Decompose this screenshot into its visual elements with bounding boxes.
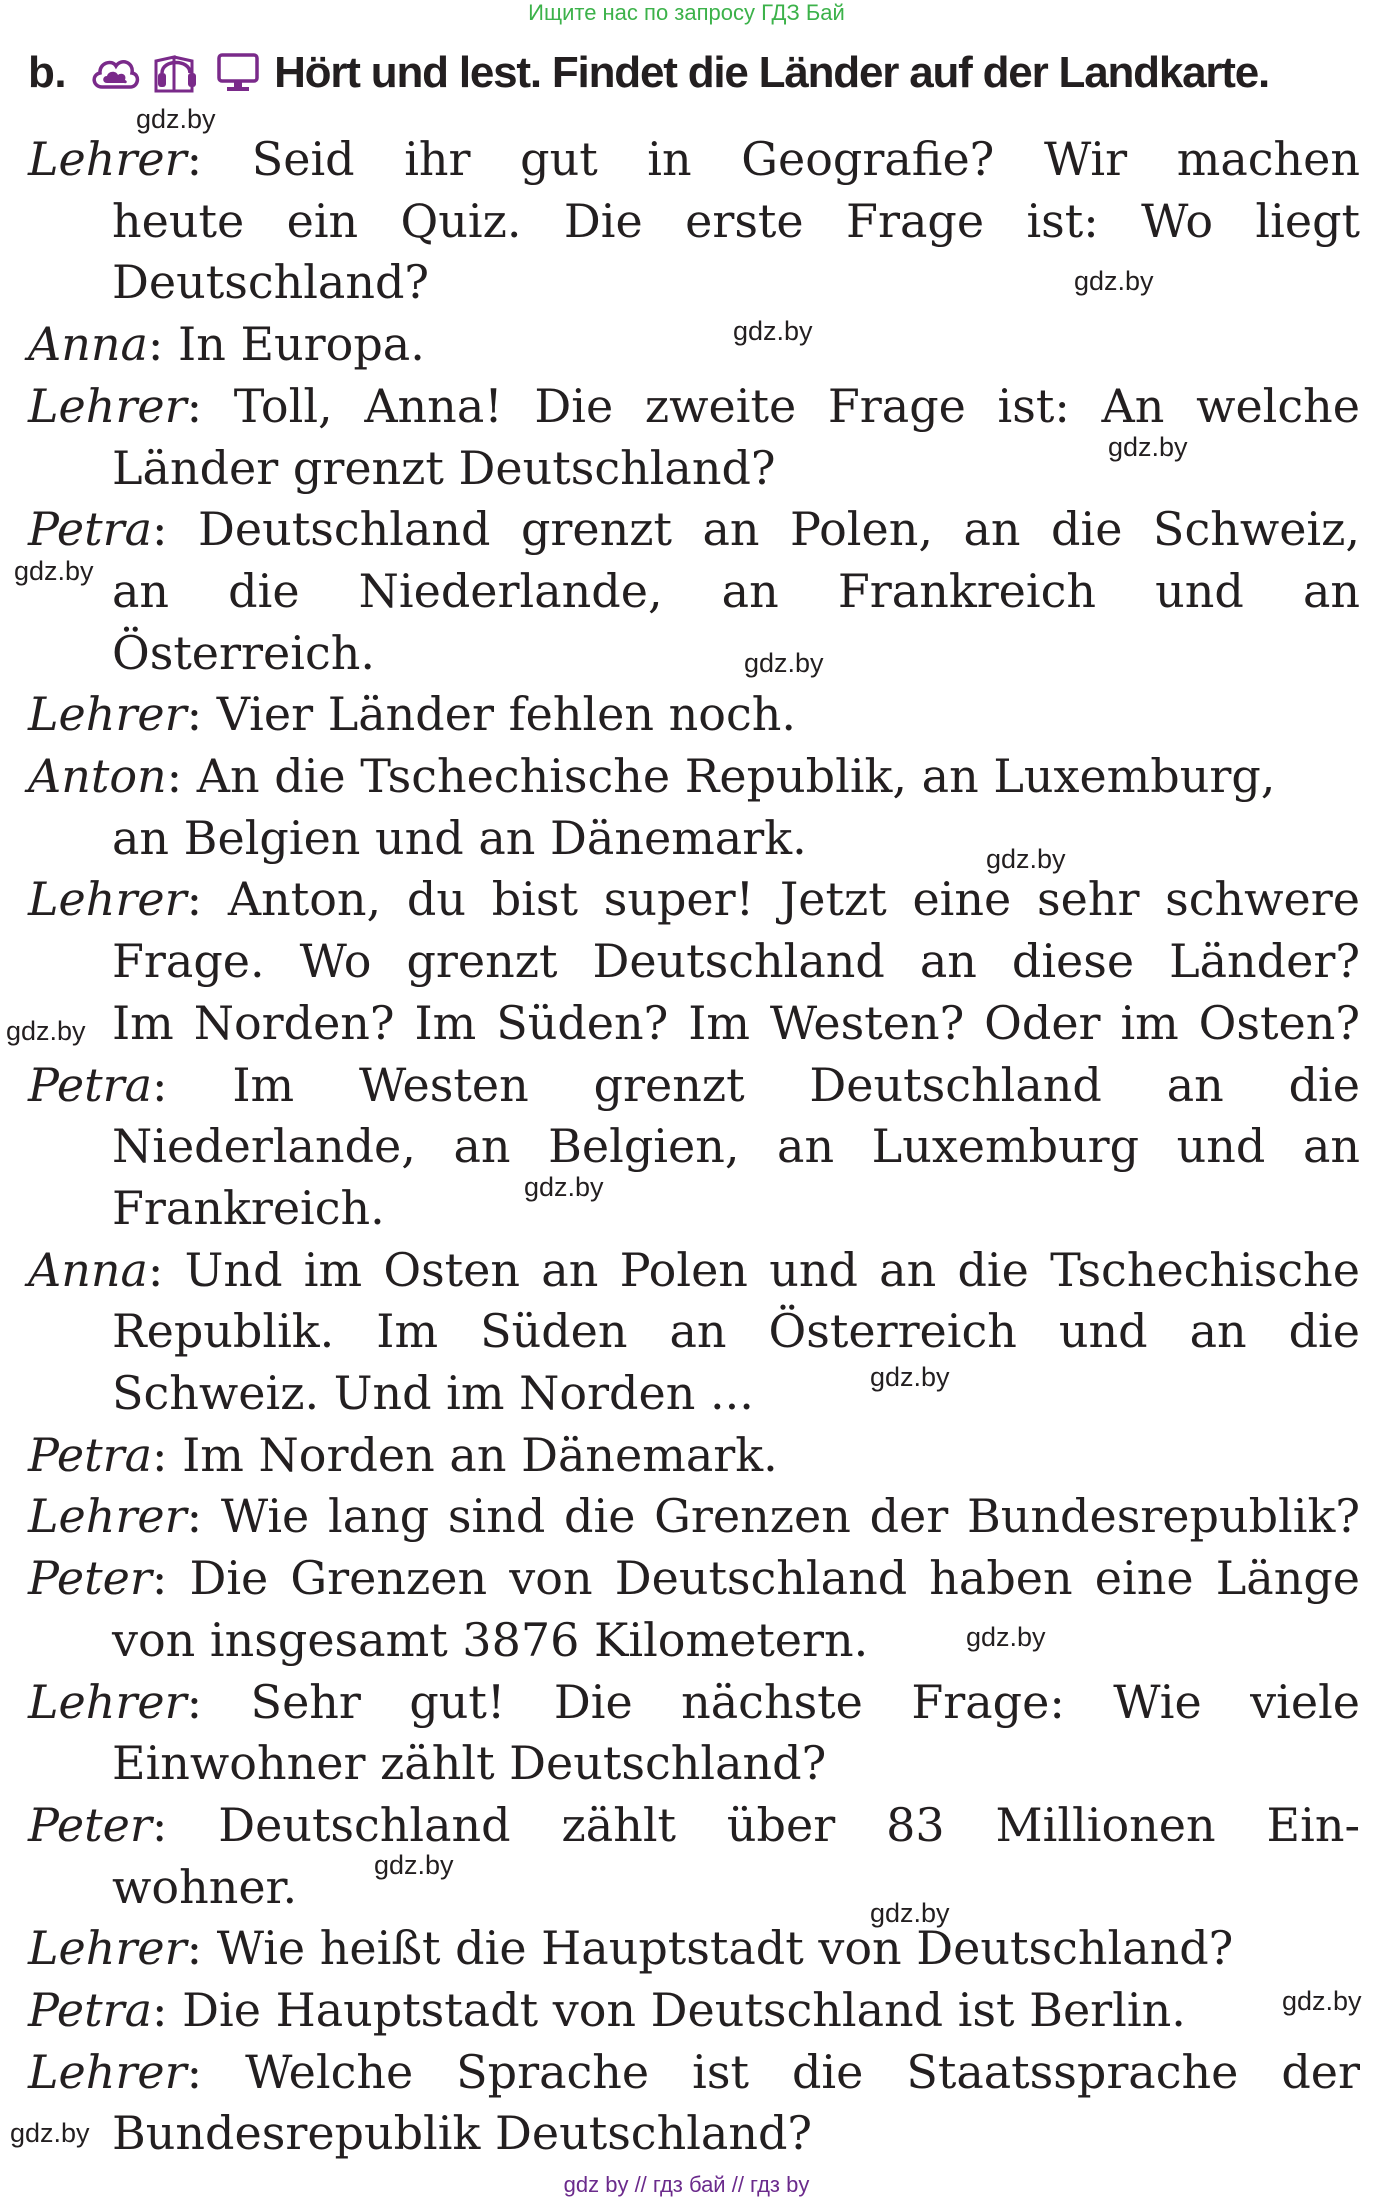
line-text: Deutschland zählt über 83 Millionen Ein-	[167, 1797, 1360, 1852]
dialogue-line	[112, 807, 1360, 869]
dialogue-line	[112, 251, 1360, 313]
speaker-name: Petra	[28, 1057, 153, 1112]
speaker-name: Lehrer	[28, 1674, 187, 1729]
line-text: Republik. Im Süden an Österreich und an die	[112, 1304, 1360, 1359]
speaker-separator: :	[186, 378, 203, 433]
speaker-separator: :	[152, 1983, 168, 2037]
line-text: Wie lang sind die Grenzen der Bundesrepublik?	[202, 1489, 1360, 1544]
watermark: gdz.by	[1074, 266, 1154, 296]
line-text: Sehr gut! Die nächste Frage: Wie viele	[202, 1674, 1360, 1729]
line-text: Schweiz. Und im Norden ...	[112, 1366, 754, 1420]
speaker-name: Petra	[28, 502, 153, 557]
line-text: Einwohner zählt Deutschland?	[112, 1736, 827, 1791]
dialogue-line	[112, 1732, 1360, 1794]
speaker-name: Peter	[28, 1797, 152, 1852]
speaker-separator: :	[186, 1921, 203, 1976]
dialogue-line	[28, 1794, 1360, 1856]
speaker-name: Lehrer	[28, 872, 187, 927]
speaker-separator: :	[166, 749, 183, 803]
speaker-separator: :	[152, 502, 168, 557]
line-text: Bundesrepublik Deutschland?	[112, 2106, 813, 2161]
speaker-separator: :	[147, 317, 164, 372]
line-text: wohner.	[112, 1859, 298, 1914]
line-text: Im Norden? Im Süden? Im Westen? Oder im Osten?	[112, 995, 1360, 1050]
dialogue-line	[112, 622, 1360, 684]
exercise-letter: b.	[28, 48, 67, 97]
dialogue-line	[112, 560, 1360, 622]
dialogue-line	[28, 1671, 1360, 1733]
speaker-name: Lehrer	[28, 378, 187, 433]
speaker-separator: :	[186, 1489, 203, 1544]
speaker-name: Anton	[28, 749, 167, 803]
line-text: An die Tschechische Republik, an Luxemburg,	[182, 749, 1276, 803]
watermark: gdz.by	[870, 1898, 950, 1928]
watermark: gdz.by	[524, 1172, 604, 1202]
dialogue-line	[28, 2041, 1360, 2103]
line-text: von insgesamt 3876 Kilometern.	[112, 1612, 869, 1667]
speaker-name: Lehrer	[28, 1921, 187, 1976]
dialogue-line	[28, 313, 1360, 375]
line-text: Frankreich.	[112, 1180, 385, 1235]
watermark: gdz.by	[136, 104, 216, 134]
watermark: gdz.by	[6, 1016, 86, 1046]
speaker-separator: :	[186, 687, 203, 742]
speaker-separator: :	[186, 132, 203, 186]
dialogue-line	[112, 1856, 1360, 1918]
dialogue-line	[28, 375, 1360, 437]
watermark: gdz.by	[744, 648, 824, 678]
speaker-name: Lehrer	[28, 2044, 187, 2099]
line-text: Niederlande, an Belgien, an Luxemburg und an	[112, 1119, 1360, 1174]
line-text: Länder grenzt Deutschland?	[112, 440, 776, 495]
dialogue-line	[112, 1609, 1360, 1671]
watermark: gdz.by	[870, 1362, 950, 1392]
dialogue-line	[28, 745, 1360, 807]
speaker-separator: :	[152, 1427, 168, 1482]
speaker-separator: :	[151, 1551, 168, 1606]
line-text: Deutschland grenzt an Polen, an die Schweiz,	[167, 502, 1360, 557]
line-text: Welche Sprache ist die Staatssprache der	[202, 2044, 1360, 2099]
dialogue-line	[28, 1979, 1360, 2041]
dialogue-line	[112, 930, 1360, 992]
speaker-name: Petra	[28, 1427, 153, 1482]
line-text: Vier Länder fehlen noch.	[202, 687, 796, 742]
line-text: an Belgien und an Dänemark.	[112, 810, 807, 865]
watermark: gdz.by	[1282, 1986, 1362, 2016]
exercise-icons	[90, 51, 260, 95]
speaker-name: Peter	[28, 1551, 152, 1606]
dialogue-line	[28, 1054, 1360, 1116]
line-text: Toll, Anna! Die zweite Frage ist: An welche	[202, 378, 1360, 433]
line-text: Im Norden an Dänemark.	[167, 1427, 778, 1482]
speaker-separator: :	[186, 2044, 203, 2099]
dialogue-line	[112, 190, 1360, 252]
line-text: Die Grenzen von Deutschland haben eine Länge	[167, 1551, 1360, 1606]
line-text: Österreich.	[112, 625, 375, 680]
dialogue-line	[28, 498, 1360, 560]
watermark: gdz.by	[1108, 432, 1188, 462]
watermark: gdz.by	[374, 1850, 454, 1880]
watermark: gdz.by	[986, 844, 1066, 874]
speaker-name: Anna	[28, 317, 148, 372]
line-text: Im Westen grenzt Deutschland an die	[167, 1057, 1360, 1112]
dialogue-line	[112, 2102, 1360, 2164]
watermark: gdz.by	[966, 1622, 1046, 1652]
speaker-separator: :	[151, 1797, 168, 1852]
watermark: gdz.by	[14, 556, 94, 586]
speaker-separator: :	[186, 1674, 203, 1729]
dialogue-line	[28, 1485, 1360, 1547]
watermark: gdz.by	[10, 2118, 90, 2148]
footer: gdz by // гдз бай // гдз by	[563, 2172, 810, 2197]
dialogue-line	[28, 683, 1360, 745]
speaker-separator: :	[147, 1242, 164, 1297]
line-text: Frage. Wo grenzt Deutschland an diese Länder?	[112, 934, 1360, 989]
exercise-title: Hört und lest. Findet die Länder auf der Landkarte.	[274, 48, 1270, 97]
speaker-separator: :	[186, 872, 203, 927]
exercise-header	[28, 38, 1358, 108]
line-text: heute ein Quiz. Die erste Frage ist: Wo liegt	[112, 193, 1360, 248]
book-audio-icon	[152, 51, 204, 95]
speaker-name: Petra	[28, 1983, 153, 2037]
speaker-name: Lehrer	[28, 687, 187, 742]
speaker-separator: :	[152, 1057, 168, 1112]
speaker-name: Lehrer	[28, 132, 187, 186]
dialogue-line	[112, 1115, 1360, 1177]
top-banner: Ищите нас по запросу ГДЗ Бай	[528, 0, 845, 25]
line-text: Die Hauptstadt von Deutschland ist Berlin.	[167, 1983, 1186, 2037]
line-text: Und im Osten an Polen und an die Tschechische	[163, 1242, 1360, 1297]
cloud-icon	[90, 53, 140, 93]
dialogue-line	[112, 992, 1360, 1054]
dialogue-line	[112, 1300, 1360, 1362]
speaker-name: Anna	[28, 1242, 148, 1297]
line-text: Deutschland?	[112, 255, 430, 310]
dialogue-line	[28, 1547, 1360, 1609]
dialogue-line	[28, 868, 1360, 930]
dialogue-line	[28, 1239, 1360, 1301]
line-text: Seid ihr gut in Geografie? Wir machen	[202, 132, 1360, 186]
line-text: an die Niederlande, an Frankreich und an	[112, 563, 1360, 618]
line-text: In Europa.	[163, 317, 425, 372]
dialogue-line	[112, 1177, 1360, 1239]
line-text: Wie heißt die Hauptstadt von Deutschland?	[202, 1921, 1234, 1976]
computer-icon	[216, 51, 260, 95]
speaker-name: Lehrer	[28, 1489, 187, 1544]
dialogue-line	[112, 1362, 1360, 1424]
dialogue-line	[28, 1424, 1360, 1486]
line-text: Anton, du bist super! Jetzt eine sehr schwere	[202, 872, 1360, 927]
dialogue-line	[28, 128, 1360, 190]
watermark: gdz.by	[733, 316, 813, 346]
dialogue-line	[28, 1917, 1360, 1979]
